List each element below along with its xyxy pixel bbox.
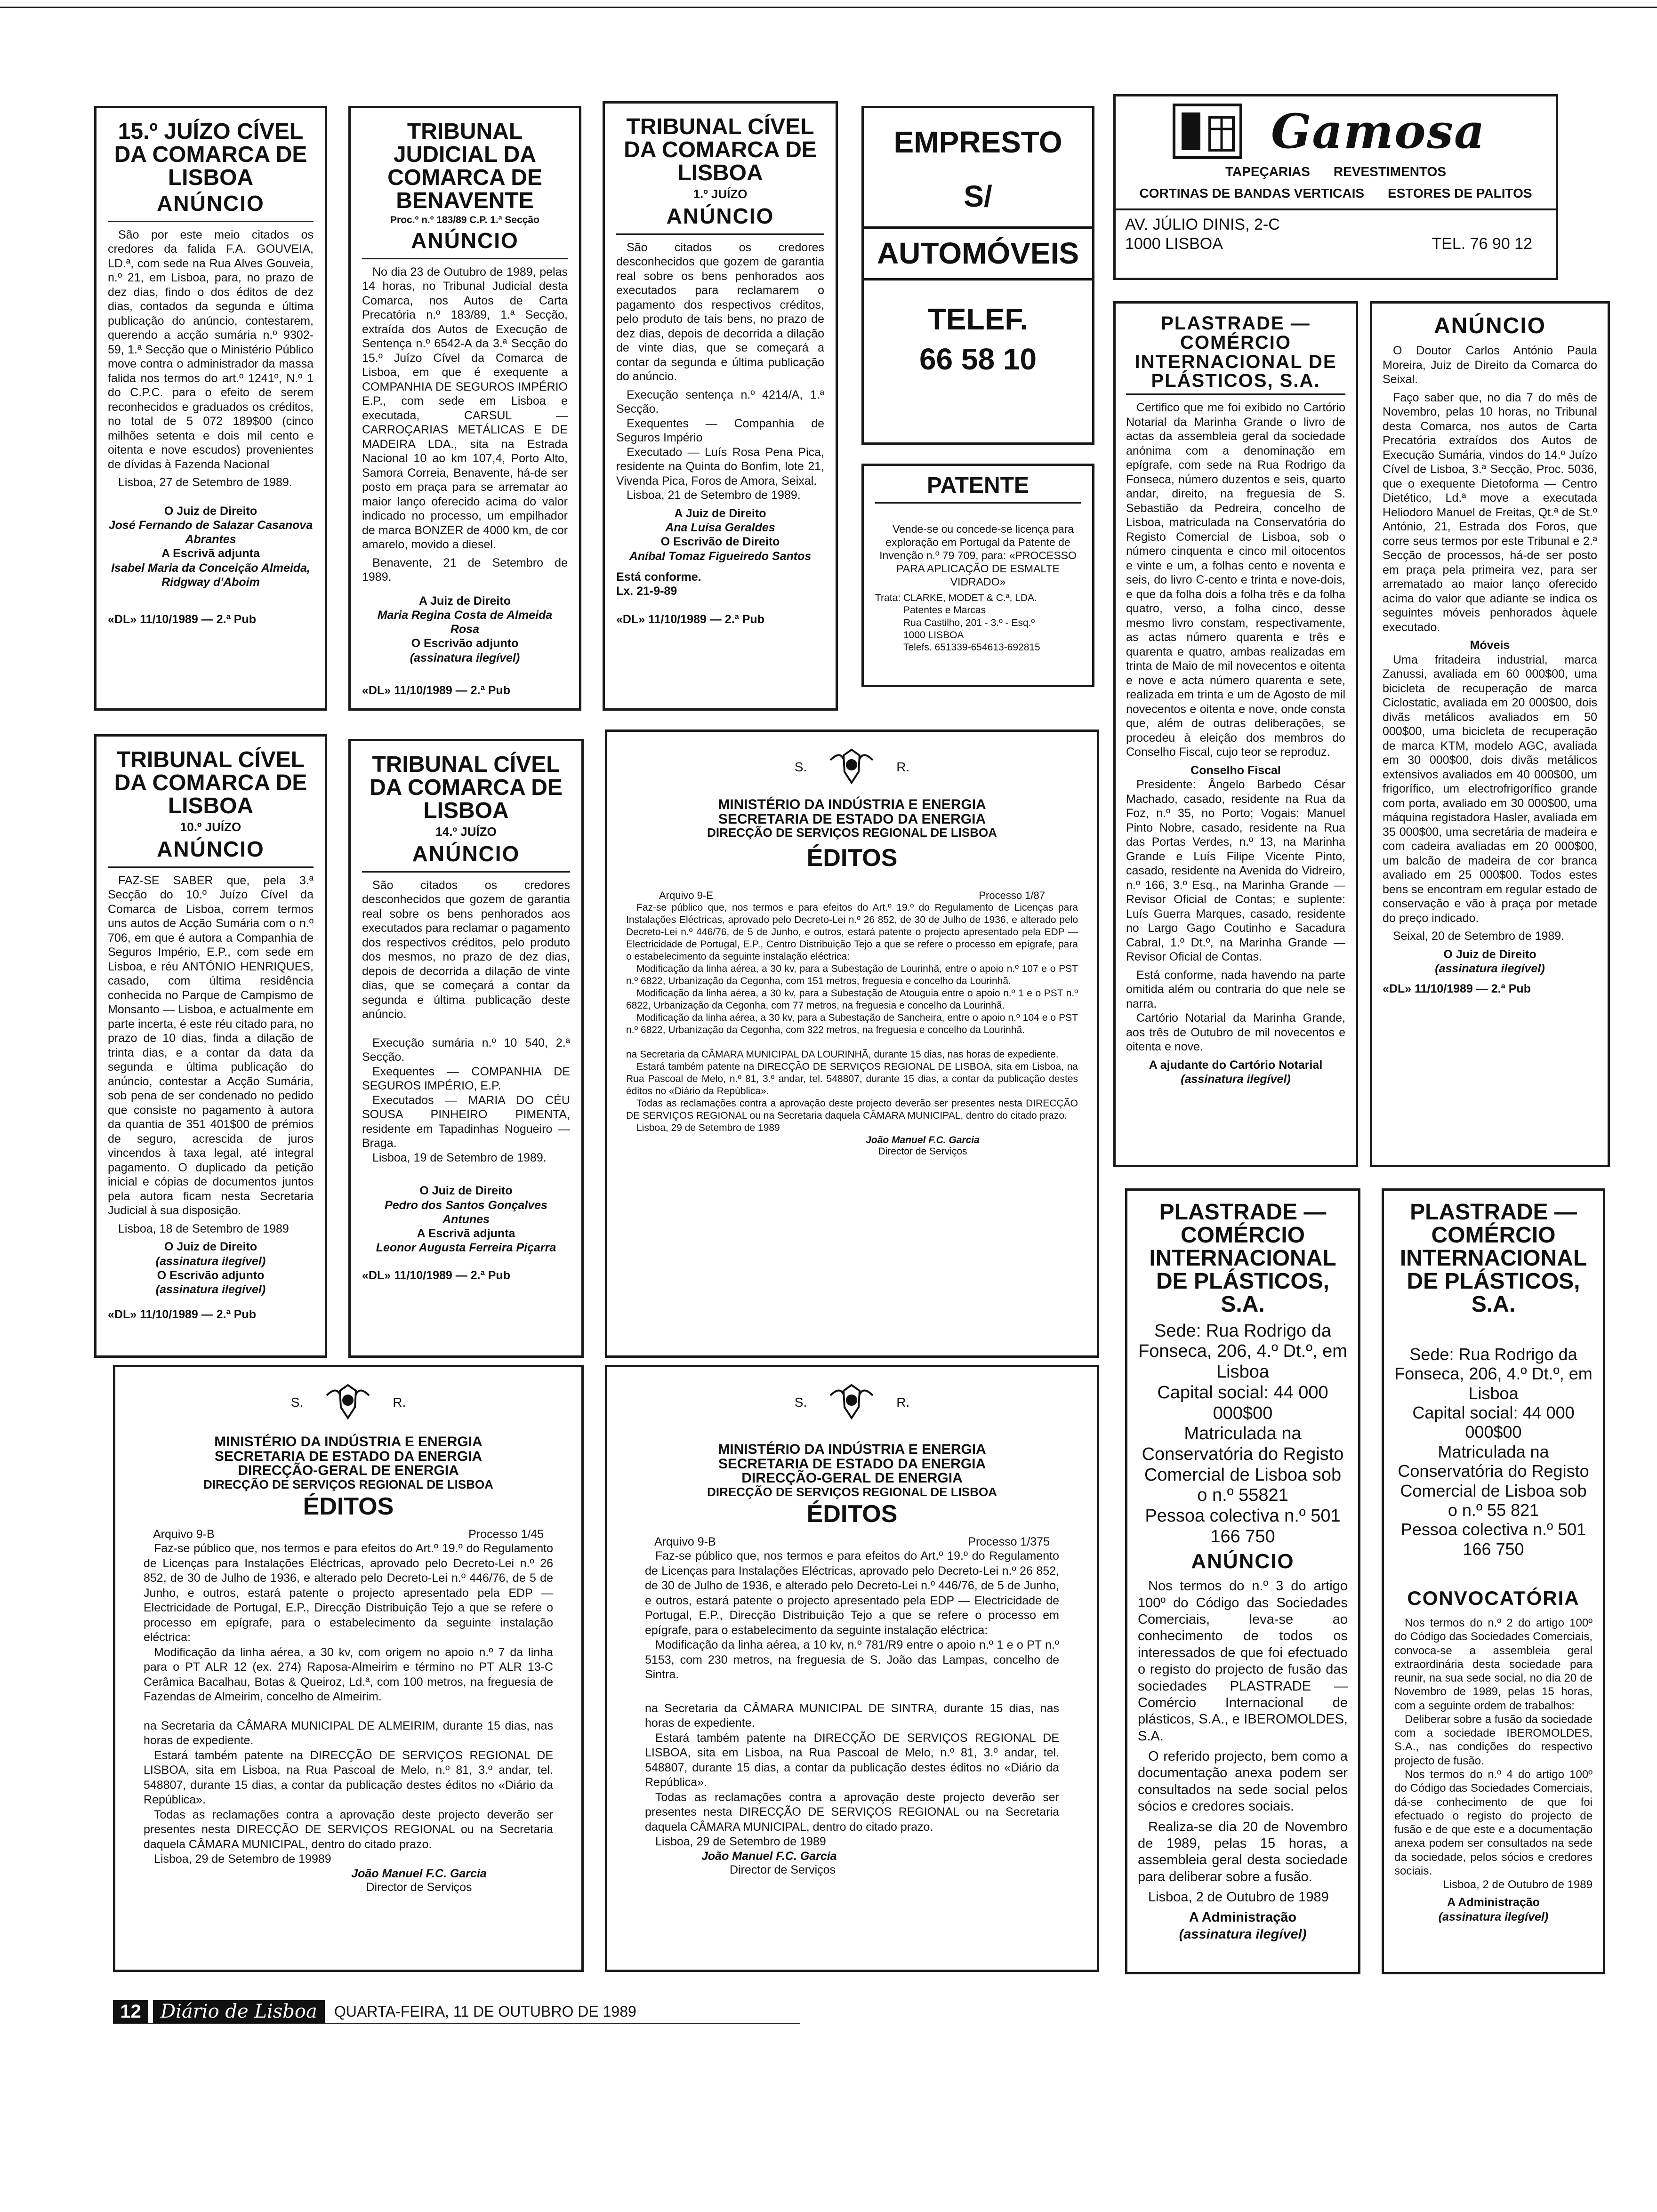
notice-body: São citados os credores desconhecidos que gozem de garantia real sobre os bens penhorados aos executados para reclamarem o pagamento dos respectivos créditos, pelo produto de tais bens, no prazo de dez dias, depois de decorrida a dilação de vinte dias, que se começará a contar da segunda e última publicação do anúncio. bbox=[616, 240, 824, 384]
signature-name: João Manuel F.C. Garcia bbox=[866, 1134, 980, 1146]
notice-body: Faz-se público que, nos termos e para efeitos do Art.º 19.º do Regulamento de Licenças para Instalações Eléctricas, aprovado pelo Decreto-Lei n.º 26 852, de 30 de Julho de 1936, e alterado pelo Decreto-Lei n.º 446/76, de 5 de Junho, e outros, estará patente o projecto apresentado pela EDP — Electricidade de Portugal, E.P., Direcção Distribuição Tejo a que se refere o processo em epígrafe, para o estabelecimento da seguinte instalação eléctrica: bbox=[645, 1549, 1059, 1637]
notice-body-2: Presidente: Ângelo Barbedo César Machado, casado, residente na Rua da Foz, n.º 35, no Porto; Vogais: Manuel Pinto Nobre, casado, residente na Rua das Portas Verdes, n.º 13, na Marinha Grande e Luís Filipe Vicente Pinto, casado, residente na Avenida do Vidreiro, n.º 166, 3.º Esq., na Marinha Grande — Revisor Oficial de Contas; e suplente: Luís Guerra Marques, casado, residente no Largo Gago Coutinho e Sacadura Cabral, 1.º Dt.º, na Marinha Grande — Revisor Oficial de Contas. bbox=[1126, 778, 1345, 964]
publication-ref: «DL» 11/10/1989 — 2.ª Pub bbox=[362, 683, 510, 697]
notice-date: Lisboa, 27 de Setembro de 1989. bbox=[118, 476, 292, 489]
notice-anuncio: ANÚNCIO bbox=[157, 836, 265, 861]
emblem-letter-r: R. bbox=[896, 1395, 910, 1410]
directorate-name: DIRECÇÃO DE SERVIÇOS REGIONAL DE LISBOA bbox=[707, 825, 997, 840]
publication-ref: «DL» 11/10/1989 — 2.ª Pub bbox=[616, 612, 764, 626]
signature-name: (assinatura ilegível) bbox=[1435, 962, 1545, 975]
signature-role-2: O Escrivão de Direito bbox=[660, 535, 780, 549]
signature-name-2: Isabel Maria da Conceição Almeida, Ridgway d'Aboim bbox=[111, 561, 310, 589]
notice-title: TRIBUNAL JUDICIAL DA COMARCA DE BENAVENTE bbox=[387, 119, 542, 213]
notice-body: São por este meio citados os credores da falida F.A. GOUVEIA, LD.ª, com sede na Rua Alves Gouveia, n.º 21, em Lisboa, para, no prazo de dez dias, findo o dos éditos de dez dias, contados da segunda e última publicação do anúncio, contestarem, querendo a acção sumária n.º 9302-59, 1.ª Secção que o Ministério Público move contra o administrador da massa falida nos termos do art.º 1241º, N.º 1 do C.P.C. para o efeito de serem reconhecidos e graduados os créditos, no total de 5 072 189$00 (cinco milhões setenta e dois mil cento e oitenta e nove escudos) provenientes de dívidas à Fazenda Nacional bbox=[108, 228, 314, 471]
secretariat-name: SECRETARIA DE ESTADO DA ENERGIA bbox=[214, 1448, 483, 1464]
notice-date: Lisboa, 29 de Setembro de 1989 bbox=[655, 1835, 826, 1849]
address-city: 1000 LISBOA bbox=[1125, 234, 1223, 253]
process-number: Processo 1/87 bbox=[979, 889, 1045, 901]
notice-anuncio: ANÚNCIO bbox=[1434, 313, 1546, 338]
notice-subheading: 14.º JUÍZO bbox=[435, 824, 497, 839]
file-reference bbox=[645, 1535, 1059, 1549]
signature-role-2: A Escrivã adjunta bbox=[161, 547, 260, 561]
company-details bbox=[1394, 1345, 1593, 1559]
signature-name-2: (assinatura ilegível) bbox=[410, 651, 520, 665]
company-seat: Sede: Rua Rodrigo da Fonseca, 206, 4.º Dt.º, em Lisboa bbox=[1138, 1321, 1347, 1382]
conformity-date: Lx. 21-9-89 bbox=[616, 585, 677, 598]
gamosa-brand: Gamosa bbox=[1271, 104, 1486, 159]
section-heading: Móveis bbox=[1470, 639, 1510, 652]
directorate-general-name: DIRECÇÃO-GERAL DE ENERGIA bbox=[238, 1463, 459, 1479]
top-border-line bbox=[0, 0, 1657, 8]
divider bbox=[362, 258, 568, 259]
notice-plastrade-anuncio bbox=[1125, 1188, 1360, 1974]
notice-date: Seixal, 20 de Setembro de 1989. bbox=[1393, 930, 1565, 943]
signature-role: O Juiz de Direito bbox=[1443, 947, 1536, 961]
notice-plastrade-convocatoria bbox=[1382, 1188, 1605, 1974]
notice-anuncio: ANÚNCIO bbox=[157, 191, 265, 216]
notice-paragraph: Execução sumária n.º 10 540, 2.ª Secção. bbox=[362, 1036, 570, 1064]
notice-date: Lisboa, 2 de Outubro de 1989 bbox=[1148, 1890, 1329, 1905]
service-label: ESTORES DE PALITOS bbox=[1388, 186, 1532, 200]
convocatoria-heading: CONVOCATÓRIA bbox=[1407, 1587, 1580, 1610]
company-registry: Matriculada na Conservatória do Registo Comercial de Lisboa sob o n.º 55821 bbox=[1142, 1424, 1344, 1506]
process-number: Processo 1/375 bbox=[968, 1535, 1050, 1549]
agent-name: Trata: CLARKE, MODET & C.ª, LDA. bbox=[875, 593, 1037, 604]
notice-body-3: Uma fritadeira industrial, marca Zanussi, avaliada em 60 000$00, uma bicicleta de recuperação de marca Ciclostatic, avaliada em 20 000$00, dois divãs metálicos avaliados em 50 000$00, uma bicicleta de recuperação de marca KTM, modelo AGC, avaliada em 30 000$00, dois divãs metálicos extensivos avaliados em 40 000$00, um frigorífico, um electrofrigorífico grande com porta, avaliado em 30 000$00, uma máquina registadora Hasler, avaliada em 35 000$00, uma secretária de madeira e com cadeira avaliadas em 20 000$00, um balcão de madeira de cor branca avaliado em 25 000$00. Todos estes bens se encontram em regular estado de conservação e vão à praça por metade do preço indicado. bbox=[1383, 653, 1597, 925]
company-details bbox=[1138, 1321, 1348, 1547]
notice-body: Faz-se público que, nos termos e para efeitos do Art.º 19.º do Regulamento de Licenças para Instalações Eléctricas, aprovado pelo Decreto-Lei n.º 26 852, de 30 de Julho de 1936, e alterado pelo Decreto-Lei n.º 446/76, de 5 de Junho, e outros, estará patente o projecto apresentado pela EDP — Electricidade de Portugal, E.P., Direcção Distribuição Tejo a que se refere o processo em epígrafe, para o estabelecimento da seguinte instalação eléctrica: bbox=[144, 1542, 553, 1644]
notice-body: São citados os credores desconhecidos que gozem de garantia real sobre os bens penhorados aos executados para reclamar o pagamento dos respectivos créditos, pelo produto dos mesmos, no prazo de dez dias, depois de decorrida a dilação de vinte dias, que se começará a contar da segunda e última publicação deste anúncio. bbox=[362, 878, 570, 1021]
gamosa-address bbox=[1125, 215, 1546, 254]
advert-phone: 66 58 10 bbox=[919, 342, 1037, 377]
divider bbox=[108, 221, 314, 222]
notice-date: Lisboa, 29 de Setembro de 1989 bbox=[636, 1122, 780, 1134]
service-label: CORTINAS DE BANDAS VERTICAIS bbox=[1139, 186, 1365, 200]
signature-name: João Manuel F.C. Garcia bbox=[701, 1849, 837, 1863]
advert-patente bbox=[861, 464, 1094, 687]
emblem-letter-s: S. bbox=[794, 1395, 807, 1410]
company-capital: Capital social: 44 000 000$00 bbox=[1157, 1382, 1328, 1423]
state-emblem bbox=[626, 746, 1078, 788]
file-reference bbox=[626, 890, 1078, 902]
ministry-name: MINISTÉRIO DA INDÚSTRIA E ENERGIA bbox=[214, 1434, 483, 1450]
signature-role: O Juiz de Direito bbox=[164, 504, 257, 518]
notice-tribunal-civel-1-juizo bbox=[603, 101, 838, 711]
directorate-name: DIRECÇÃO DE SERVIÇOS REGIONAL DE LISBOA bbox=[707, 1484, 997, 1499]
agent-city: 1000 LISBOA bbox=[903, 629, 964, 641]
newspaper-name: Diário de Lisboa bbox=[153, 2000, 325, 2023]
company-tax-id: Pessoa colectiva n.º 501 166 750 bbox=[1145, 1506, 1341, 1547]
advert-line: TELEF. bbox=[927, 302, 1029, 336]
notice-body-3: Está conforme, nada havendo na parte omitida além ou contraria do que nele se narra. bbox=[1126, 968, 1345, 1010]
gamosa-header bbox=[1172, 103, 1546, 160]
notice-plastrade-certidao bbox=[1113, 301, 1358, 1167]
state-emblem bbox=[645, 1381, 1059, 1424]
notice-tribunal-civel-14-juizo bbox=[348, 739, 584, 1358]
company-registry: Matriculada na Conservatória do Registo Comercial de Lisboa sob o n.º 55 821 bbox=[1398, 1442, 1589, 1520]
issue-date: QUARTA-FEIRA, 11 DE OUTUBRO DE 1989 bbox=[334, 2003, 636, 2020]
agent-address: Rua Castilho, 201 - 3.º - Esq.º bbox=[903, 617, 1035, 628]
archive-number: Arquivo 9-E bbox=[659, 889, 713, 901]
signature-role-2: O Escrivão adjunto bbox=[157, 1268, 265, 1282]
signature-role: O Juiz de Direito bbox=[419, 1184, 513, 1198]
directorate-name: DIRECÇÃO DE SERVIÇOS REGIONAL DE LISBOA bbox=[203, 1477, 493, 1491]
signature-role: Director de Serviços bbox=[878, 1146, 967, 1157]
archive-number: Arquivo 9-B bbox=[153, 1528, 215, 1541]
coat-of-arms-icon bbox=[826, 746, 877, 788]
complaints-note: Todas as reclamações contra a aprovação deste projecto deverão ser presentes nesta DIRECÇÃO DE SERVIÇOS REGIONAL ou na Secretaria daquela CÂMARA MUNICIPAL, dentro do citado prazo. bbox=[144, 1808, 553, 1851]
notice-anuncio: ANÚNCIO bbox=[1191, 1550, 1295, 1573]
secretariat-name: SECRETARIA DE ESTADO DA ENERGIA bbox=[718, 811, 986, 827]
signature-role: A Juiz de Direito bbox=[674, 506, 766, 520]
notice-paragraph: Exequentes — Companhia de Seguros Império bbox=[616, 417, 824, 445]
publication-ref: «DL» 11/10/1989 — 2.ª Pub bbox=[362, 1269, 510, 1282]
notice-body: O Doutor Carlos António Paula Moreira, Juiz de Direito da Comarca do Seixal. bbox=[1383, 344, 1597, 386]
signature-role: A Administração bbox=[1189, 1910, 1297, 1925]
service-label: REVESTIMENTOS bbox=[1333, 164, 1447, 179]
modification-1: Modificação da linha aérea, a 30 kv, com origem no apoio n.º 7 da linha para o PT ALR 12 (ex. 274) Raposa-Almeirim e término no PT ALR 13-C Cerâmica Bacalhau, Botas & Queiroz, Ld.ª, com 100 metros, na freguesia de Fazendas de Almeirim, concelho de Almeirim. bbox=[144, 1645, 553, 1704]
signature-name: (assinatura ilegível) bbox=[1179, 1926, 1307, 1942]
signature-role: A ajudante do Cartório Notarial bbox=[1149, 1058, 1323, 1072]
notice-anuncio: ANÚNCIO bbox=[412, 841, 520, 866]
publication-ref: «DL» 11/10/1989 — 2.ª Pub bbox=[1383, 982, 1531, 995]
page-number: 12 bbox=[113, 2000, 148, 2023]
advert-contact bbox=[875, 592, 1081, 654]
notice-paragraph: Execução sentença n.º 4214/A, 1.ª Secção. bbox=[616, 388, 824, 416]
notice-date: Lisboa, 19 de Setembro de 1989. bbox=[372, 1151, 547, 1164]
notice-date: Lisboa, 21 de Setembro de 1989. bbox=[627, 489, 801, 502]
advert-emprestimo-automoveis bbox=[861, 106, 1094, 445]
signature-role: A Administração bbox=[1447, 1896, 1540, 1909]
signature-name: (assinatura ilegível) bbox=[1181, 1073, 1291, 1086]
notice-tribunal-benavente bbox=[348, 106, 581, 711]
advert-title: PATENTE bbox=[927, 473, 1029, 498]
ministry-name: MINISTÉRIO DA INDÚSTRIA E ENERGIA bbox=[718, 797, 986, 812]
emblem-letter-s: S. bbox=[794, 760, 807, 774]
signature-name-2: Aníbal Tomaz Figueiredo Santos bbox=[629, 549, 812, 563]
notice-date: Benavente, 21 de Setembro de 1989. bbox=[362, 556, 568, 584]
signature-name: (assinatura ilegível) bbox=[155, 1254, 266, 1268]
modification-1: Modificação da linha aérea, a 30 kv, para a Subestação de Lourinhã, entre o apoio n.º 107 e o PST n.º 6822, Urbanização da Cegonha, com 151 metros, freguesia e concelho da Lourinhã. bbox=[626, 963, 1078, 986]
signature-name: João Manuel F.C. Garcia bbox=[351, 1867, 487, 1880]
notice-body-3: Realiza-se dia 20 de Novembro de 1989, pelas 15 horas, a assembleia geral desta sociedade para deliberar sobre a fusão. bbox=[1138, 1819, 1348, 1884]
agent-phones: Telefs. 651339-654613-692815 bbox=[903, 642, 1040, 653]
editos-heading: ÉDITOS bbox=[806, 1500, 898, 1528]
archive-number: Arquivo 9-B bbox=[654, 1535, 716, 1549]
state-emblem bbox=[144, 1381, 553, 1424]
notice-date: Lisboa, 29 de Setembro de 19989 bbox=[154, 1852, 331, 1866]
notice-paragraph: Executados — MARIA DO CÉU SOUSA PINHEIRO PIMENTA, residente em Tapadinhas Nogueiro — Braga. bbox=[362, 1093, 570, 1150]
notice-body: Certifico que me foi exibido no Cartório Notarial da Marinha Grande o livro de actas da assembleia geral da sociedade anónima com a denominação em epígrafe, com sede na Rua Rodrigo da Fonseca, número duzentos e seis, quarto andar, direito, na freguesia de S. Sebastião da Pedreira, concelho de Lisboa, matriculada na Conservatória do Registo Comercial de Lisboa, sob o número cinquenta e cinco mil oitocentos e vinte e um, a folhas cento e noventa e seis, do livro C-cento e trinta e nove-dois, e que da folha dois a folha três e da folha quatro, verso, a folha cinco, desse mesmo livro constam, respectivamente, as actas número quarenta e três e quarenta e quatro, ambas realizadas em trinta de Maio de mil novecentos e oitenta e nove e acta número quarenta e sete, realizada em trinta e um de Agosto de mil novecentos e oitenta e nove, onde consta que, além de outras deliberações, se procedeu à eleição dos membros do Conselho Fiscal, cujo teor se reproduz. bbox=[1126, 401, 1345, 759]
notice-title: PLASTRADE — COMÉRCIO INTERNACIONAL DE PLÁSTICOS, S.A. bbox=[1134, 313, 1337, 392]
emblem-letter-r: R. bbox=[896, 760, 910, 774]
divider bbox=[362, 871, 570, 873]
modification-3: Modificação da linha aérea, a 30 kv, para a Subestação de Sancheira, entre o apoio n.º 104 e o PST n.º 6822, Urbanização da Cegonha, com 322 metros, na freguesia e concelho da Lourinhã. bbox=[626, 1012, 1078, 1036]
divider bbox=[875, 502, 1081, 504]
signature-role: O Juiz de Direito bbox=[164, 1240, 257, 1254]
divider bbox=[1126, 393, 1345, 395]
notice-body: No dia 23 de Outubro de 1989, pelas 14 horas, no Tribunal Judicial desta Comarca, nos Autos de Carta Precatória n.º 183/89, 1.ª Secção, extraída dos Autos de Execução de Sentença n.º 6542-A da 3.ª Secção do 15.º Juízo Cível da Comarca de Lisboa, em que é exequente a COMPANHIA DE SEGUROS IMPÉRIO E.P., com sede em Lisboa e executada, CARSUL — CARROÇARIAS METÁLICAS E DE MADEIRA LDA., sita na Estrada Nacional 10 ao km 107,4, Porto Alto, Samora Correia, Benavente, há-de ser posto em praça para se arrematar ao maior lanço oferecido acima do valor indicado no processo, um empilhador de marca BONZER de 4000 km, de cor amarelo, movido a diesel. bbox=[362, 265, 568, 552]
notice-body: Faz-se público que, nos termos e para efeitos do Art.º 19.º do Regulamento de Licenças para Instalações Eléctricas, aprovado pelo Decreto-Lei n.º 26 852, de 30 de Julho de 1936, e alterado pelo Decreto-Lei n.º 446/76, de 5 de Junho, e outros, estará patente o projecto apresentado pela EDP — Electricidade de Portugal, E.P., Centro Distribuição Tejo a que se refere o processo em epígrafe, para o estabelecimento da seguinte instalação eléctrica: bbox=[626, 902, 1078, 962]
signature-role: Director de Serviços bbox=[366, 1880, 472, 1894]
coat-of-arms-icon bbox=[322, 1381, 374, 1424]
notice-anuncio-seixal bbox=[1370, 301, 1610, 1167]
complaints-note: Todas as reclamações contra a aprovação deste projecto deverão ser presentes nesta DIRECÇÃO DE SERVIÇOS REGIONAL ou na Secretaria daquela CÂMARA MUNICIPAL, dentro do citado prazo. bbox=[645, 1790, 1059, 1834]
coat-of-arms-icon bbox=[826, 1381, 877, 1424]
notice-body: Nos termos do n.º 2 do artigo 100º do Código das Sociedades Comerciais, convoca-se a assembleia geral extraordinária desta sociedade para reunir, na sua sede social, no dia 20 de Novembro de 1989, pelas 15 horas, com a seguinte ordem de trabalhos: bbox=[1394, 1617, 1593, 1712]
editos-heading: ÉDITOS bbox=[806, 844, 898, 872]
notice-title: TRIBUNAL CÍVEL DA COMARCA DE LISBOA bbox=[114, 747, 307, 818]
notice-title: PLASTRADE — COMÉRCIO INTERNACIONAL DE PLÁSTICOS, S.A. bbox=[1400, 1200, 1587, 1317]
company-seat: Sede: Rua Rodrigo da Fonseca, 206, 4.º Dt.º, em Lisboa bbox=[1394, 1344, 1593, 1403]
consult-location: na Secretaria da CÂMARA MUNICIPAL DA LOURINHÃ, durante 15 dias, nas horas de expediente. bbox=[626, 1049, 1059, 1060]
notice-body-2: Faço saber que, no dia 7 do mês de Novembro, pelas 10 horas, no Tribunal desta Comarca, nos autos de Carta Precatória extraídos dos Autos de Execução Sumária, vindos do 14.º Juízo Cível de Lisboa, 3.ª Secção, Proc. 5036, que o exequente Dietoforma — Centro Dietético, Ld.ª move a executada Heliodoro Manuel de Freitas, Qt.ª de St.º António, 21, Estrada dos Foros, que corre seus termos por este Tribunal e 2.ª Secção de processos, há-de ser posto em praça pela primeira vez, para ser arrematado ao maior lanço oferecido acima do valor que adiante se indica os seguintes móveis penhorados àquele executado. bbox=[1383, 391, 1597, 634]
notice-subheading: 10.º JUÍZO bbox=[180, 819, 241, 834]
notice-editos-sintra bbox=[605, 1365, 1099, 1972]
conformity-note: Está conforme. bbox=[616, 570, 701, 584]
secretariat-name: SECRETARIA DE ESTADO DA ENERGIA bbox=[718, 1456, 986, 1472]
publication-ref: «DL» 11/10/1989 — 2.ª Pub bbox=[108, 612, 256, 626]
notice-date: Lisboa, 18 de Setembro de 1989 bbox=[118, 1222, 289, 1235]
signature-name-2: Leonor Augusta Ferreira Piçarra bbox=[376, 1241, 556, 1255]
signature-role: A Juiz de Direito bbox=[419, 594, 511, 608]
notice-body-4: Cartório Notarial da Marinha Grande, aos três de Outubro de mil novecentos e oitenta e nove. bbox=[1126, 1011, 1345, 1054]
company-capital: Capital social: 44 000 000$00 bbox=[1412, 1403, 1575, 1442]
divider bbox=[1116, 208, 1556, 210]
notice-title: TRIBUNAL CÍVEL DA COMARCA DE LISBOA bbox=[370, 752, 563, 823]
signature-name: José Fernando de Salazar Casanova Abrantes bbox=[108, 519, 313, 546]
notice-editos-almeirim bbox=[113, 1365, 584, 1972]
notice-title: TRIBUNAL CÍVEL DA COMARCA DE LISBOA bbox=[624, 114, 817, 185]
divider bbox=[864, 226, 1092, 229]
notice-body-2: O referido projecto, bem como a documentação anexa podem ser consultados na sede social pelos sócios e credores sociais. bbox=[1138, 1749, 1348, 1814]
modification-2: Modificação da linha aérea, a 30 kv, para a Subestação de Atouguia entre o apoio n.º 1 e o PST n.º 6822, Urbanização da Cegonha, com 77 metros, na freguesia e concelho da Lourinhã. bbox=[626, 987, 1078, 1011]
divider bbox=[616, 233, 824, 235]
notice-subheading: 1.º JUÍZO bbox=[693, 186, 748, 201]
gamosa-services-row-2 bbox=[1125, 186, 1546, 201]
notice-title: PLASTRADE — COMÉRCIO INTERNACIONAL DE PLÁSTICOS, S.A. bbox=[1149, 1200, 1336, 1317]
gamosa-phone: TEL. 76 90 12 bbox=[1432, 234, 1532, 253]
notice-paragraph: Exequentes — COMPANHIA DE SEGUROS IMPÉRIO, E.P. bbox=[362, 1065, 570, 1093]
emblem-letter-s: S. bbox=[290, 1395, 304, 1410]
ministry-name: MINISTÉRIO DA INDÚSTRIA E ENERGIA bbox=[718, 1442, 986, 1457]
signature-role-2: O Escrivão adjunto bbox=[411, 637, 519, 650]
directorate-general-name: DIRECÇÃO-GERAL DE ENERGIA bbox=[741, 1470, 963, 1486]
notice-15-juizo-civel bbox=[94, 106, 327, 711]
notice-paragraph: Executado — Luís Rosa Pena Pica, residente na Quinta do Bonfim, lote 21, Vivenda Pica, Foros de Amora, Seixal. bbox=[616, 445, 824, 488]
modification-1: Modificação da linha aérea, a 10 kv, n.º 781/R9 entre o apoio n.º 1 e o PT n.º 5153, com 230 metros, na freguesia de S. João das Lampas, concelho de Sintra. bbox=[645, 1638, 1059, 1682]
notice-body: Nos termos do n.º 3 do artigo 100º do Código das Sociedades Comerciais, leva-se ao conhecimento de todos os interessados de que foi efectuado o registo do projecto de fusão das sociedades PLASTRADE — Comércio Internacional de plásticos, S.A., e IBEROMOLDES, S.A. bbox=[1138, 1579, 1348, 1744]
advert-gamosa bbox=[1113, 94, 1558, 280]
company-tax-id: Pessoa colectiva n.º 501 166 750 bbox=[1400, 1520, 1586, 1559]
signature-name: Ana Luísa Geraldes bbox=[665, 521, 775, 535]
gamosa-services-row-1 bbox=[1125, 164, 1546, 179]
advert-body: Vende-se ou concede-se licença para exploração em Portugal da Patente de Invenção n.º 79 709, para: «PROCESSO PARA APLICAÇÃO DE ESMALTE VIDRADO» bbox=[879, 522, 1077, 588]
consult-location: na Secretaria da CÂMARA MUNICIPAL DE SINTRA, durante 15 dias, nas horas de expediente. bbox=[645, 1701, 1059, 1730]
advert-line: AUTOMÓVEIS bbox=[877, 236, 1079, 270]
consult-directorate: Estará também patente na DIRECÇÃO DE SERVIÇOS REGIONAL DE LISBOA, sita em Lisboa, na Rua Pascoal de Melo, n.º 81, 3.º andar, tel. 548807, durante 15 dias, a contar da publicação destes éditos no «Diário da República». bbox=[645, 1731, 1059, 1789]
gamosa-logo-icon bbox=[1172, 103, 1243, 160]
notice-body: FAZ-SE SABER que, pela 3.ª Secção do 10.º Juízo Cível da Comarca de Lisboa, correm termos uns autos de Acção Sumária com o n.º 706, em que é autora a Companhia de Seguros Império, E.P., com sede em Lisboa, e réu ANTÓNIO HENRIQUES, casado, com última residência conhecida no Parque de Campismo de Monsanto — Lisboa, e actualmente em parte incerta, é este réu citado para, no prazo de 10 dias, finda a dilação de trinta dias, e a contar da data da segunda e última publicação do anúncio, contestar a Acção Sumária, sob pena de ser condenado no pedido que consiste no pagamento à autora da quantia de 351 401$00 de prémios de seguro, acrescida de juros vincendos à taxa legal, até integral pagamento. O duplicado da petição inicial e cópias de documentos juntos pela autora ficam nesta Secretaria Judicial à sua disposição. bbox=[108, 874, 314, 1218]
divider bbox=[108, 866, 314, 868]
divider bbox=[864, 278, 1092, 281]
signature-name: Pedro dos Santos Gonçalves Antunes bbox=[385, 1198, 547, 1226]
agent-desc: Patentes e Marcas bbox=[903, 605, 986, 616]
editos-heading: ÉDITOS bbox=[303, 1493, 394, 1521]
advert-line: S/ bbox=[964, 179, 992, 214]
publication-ref: «DL» 11/10/1989 — 2.ª Pub bbox=[108, 1308, 256, 1322]
section-heading: Conselho Fiscal bbox=[1190, 763, 1281, 777]
service-label: TAPEÇARIAS bbox=[1225, 164, 1310, 179]
signature-role-2: A Escrivã adjunta bbox=[417, 1226, 515, 1240]
notice-anuncio: ANÚNCIO bbox=[666, 203, 774, 228]
consult-location: na Secretaria da CÂMARA MUNICIPAL DE ALMEIRIM, durante 15 dias, nas horas de expediente. bbox=[144, 1719, 553, 1747]
consult-directorate: Estará também patente na DIRECÇÃO DE SERVIÇOS REGIONAL DE LISBOA, sita em Lisboa, na Rua Pascoal de Melo, n.º 81, 3.º andar, tel. 548807, durante 15 dias, a contar da publicação destes éditos no «Diário da República». bbox=[626, 1061, 1078, 1097]
emblem-letter-r: R. bbox=[393, 1395, 406, 1410]
address-line: AV. JÚLIO DINIS, 2-C bbox=[1125, 216, 1280, 233]
signature-name: Maria Regina Costa de Almeida Rosa bbox=[377, 609, 553, 636]
signature-name-2: (assinatura ilegível) bbox=[155, 1283, 266, 1297]
consult-directorate: Estará também patente na DIRECÇÃO DE SERVIÇOS REGIONAL DE LISBOA, sita em Lisboa, na Rua Pascoal de Melo, n.º 81, 3.º andar, tel. 548807, durante 15 dias, a contar da publicação destes éditos no «Diário da República». bbox=[144, 1748, 553, 1807]
signature-name: (assinatura ilegível) bbox=[1438, 1910, 1549, 1923]
signature-role: Director de Serviços bbox=[730, 1863, 836, 1876]
notice-anuncio: ANÚNCIO bbox=[411, 228, 519, 253]
notice-editos-lourinha bbox=[605, 729, 1099, 1358]
process-number: Processo 1/45 bbox=[468, 1528, 544, 1541]
notice-body-2: Deliberar sobre a fusão da sociedade com a sociedade IBEROMOLDES, S.A., nas condições do respectivo projecto de fusão. bbox=[1394, 1713, 1593, 1767]
notice-title: 15.º JUÍZO CÍVEL DA COMARCA DE LISBOA bbox=[114, 119, 307, 190]
complaints-note: Todas as reclamações contra a aprovação deste projecto deverão ser presentes nesta DIRECÇÃO DE SERVIÇOS REGIONAL ou na Secretaria daquela CÂMARA MUNICIPAL, dentro do citado prazo. bbox=[626, 1098, 1078, 1122]
notice-body-3: Nos termos do n.º 4 do artigo 100º do Código das Sociedades Comerciais, dá-se conhecimento de que foi efectuado o registo do projecto de fusão e de que este e a documentação anexa podem ser consultados na sede da sociedade, pelos sócios e credores sociais. bbox=[1394, 1768, 1593, 1877]
notice-subheading: Proc.º n.º 183/89 C.P. 1.ª Secção bbox=[390, 214, 539, 225]
notice-tribunal-civel-10-juizo bbox=[94, 734, 327, 1358]
page-footer bbox=[113, 2000, 800, 2024]
advert-line: EMPRESTO bbox=[893, 125, 1062, 159]
notice-date: Lisboa, 2 de Outubro de 1989 bbox=[1443, 1878, 1593, 1891]
file-reference bbox=[144, 1528, 553, 1541]
